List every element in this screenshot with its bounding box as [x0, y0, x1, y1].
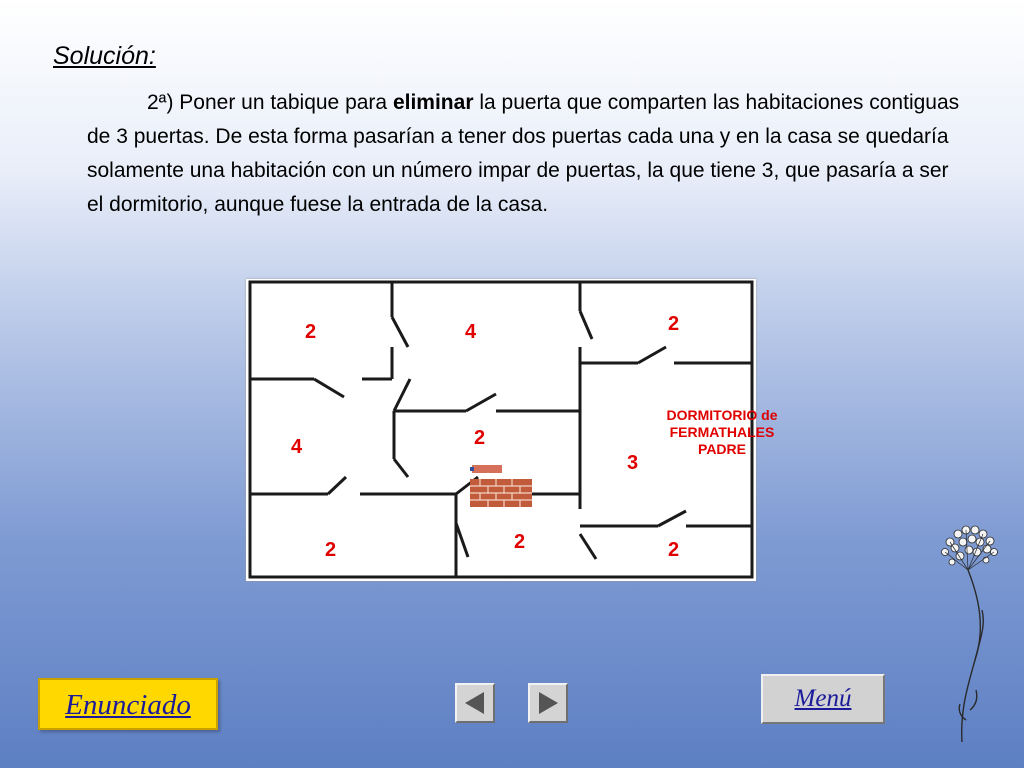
previous-slide-button[interactable] [455, 683, 495, 723]
room-count-middle-left: 4 [291, 436, 303, 458]
next-slide-button[interactable] [528, 683, 568, 723]
page-title: Solución: [53, 42, 156, 70]
triangle-right-icon [530, 685, 566, 721]
triangle-left-icon [457, 685, 493, 721]
solution-text-bold: eliminar [392, 91, 474, 114]
flower-decoration-icon [930, 520, 1010, 745]
room-count-center: 2 [474, 427, 486, 449]
bedroom-label-line2: FERMATHALES [669, 424, 775, 440]
solution-text-part2: la puerta que comparten las habitaciones contiguas de 3 puertas. De esta forma pasarían a tener dos puertas cada una y en la casa se quedaría solamente una habitación con un número impar de puertas, la que tiene 3, que pasaría a ser el dormitorio, aunque fuese la entrada de la casa. [87, 91, 960, 216]
room-count-bottom-right: 2 [668, 539, 680, 561]
menu-button[interactable]: Menú [761, 674, 885, 724]
brick-wall-icon [470, 465, 532, 507]
room-count-top-right: 2 [668, 313, 680, 335]
room-count-bottom-middle: 2 [514, 531, 526, 553]
solution-text-part1: 2ª) Poner un tabique para [147, 91, 393, 114]
room-count-top-left: 2 [305, 321, 317, 343]
bedroom-label [646, 407, 798, 458]
room-count-top-middle: 4 [465, 321, 477, 343]
room-count-bottom-left: 2 [325, 539, 337, 561]
bedroom-label-line3: PADRE [698, 441, 746, 457]
solution-text [87, 86, 967, 222]
bedroom-label-line1: DORMITORIO de [666, 407, 778, 423]
enunciado-button[interactable]: Enunciado [38, 678, 218, 730]
room-count-bedroom: 3 [627, 452, 639, 474]
